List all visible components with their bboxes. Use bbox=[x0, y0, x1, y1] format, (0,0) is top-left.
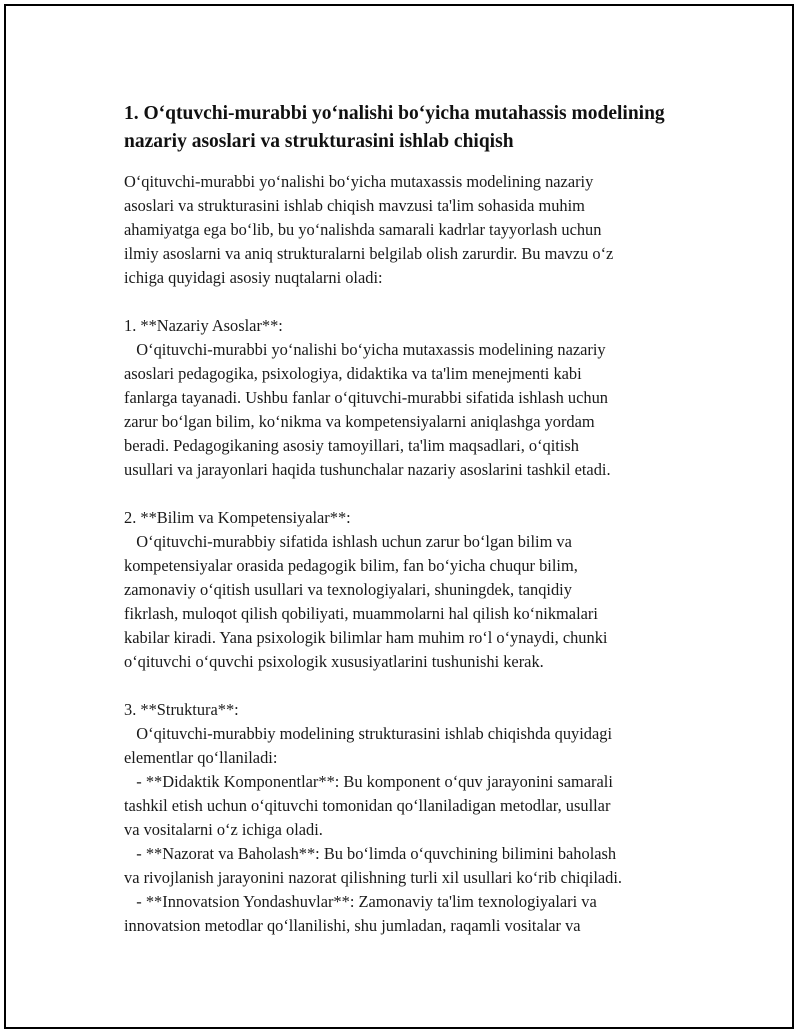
section-heading: 1. O‘qtuvchi-murabbi yo‘nalishi bo‘yicha mutahassis modelining nazariy asoslari va strukturasini ishlab chiqish bbox=[124, 103, 665, 152]
page-frame bbox=[4, 4, 794, 1029]
body-text: O‘qituvchi-murabbi yo‘nalishi bo‘yicha mutaxassis modelining nazariy asoslari va strukturasini ishlab chiqish mavzusi ta'lim sohasida muhim ahamiyatga ega bo‘lib, bu yo‘nalishda samarali kadrlar tayyorlash uchun ilmiy asoslarni va aniq strukturalarni belgilab olish zarurdir. Bu mavzu o‘z ichiga quyidagi asosiy nuqtalarni oladi: 1. **Nazariy Asoslar**: O‘qituvchi-murabbi yo‘nalishi bo‘yicha mutaxassis modelining nazariy asoslari pedagogika, psixologiya, didaktika va ta'lim menejmenti kabi fanlarga tayanadi. Ushbu fanlar o‘qituvchi-murabbi sifatida ishlash uchun zarur bo‘lgan bilim, ko‘nikma va kompetensiyalarni aniqlashga yordam beradi. Pedagogikaning asosiy tamoyillari, ta'lim maqsadlari, o‘qitish usullari va jarayonlari haqida tushunchalar nazariy asoslarini tashkil etadi. 2. **Bilim va Kompetensiyalar**: O‘qituvchi-murabbiy sifatida ishlash uchun zarur bo‘lgan bilim va kompetensiyalar orasida pedagogik bilim, fan bo‘yicha chuqur bilim, zamonaviy o‘qitish usullari va texnologiyalari, shuningdek, tanqidiy fikrlash, muloqot qilish qobiliyati, muammolarni hal qilish ko‘nikmalari kabilar kiradi. Yana psixologik bilimlar ham muhim ro‘l o‘ynaydi, chunki o‘qituvchi o‘quvchi psixologik xususiyatlarini tushunishi kerak. 3. **Struktura**: O‘qituvchi-murabbiy modelining strukturasini ishlab chiqishda quyidagi elementlar qo‘llaniladi: - **Didaktik Komponentlar**: Bu komponent o‘quv jarayonini samarali tashkil etish uchun o‘qituvchi tomonidan qo‘llaniladigan metodlar, usullar va vositalarni o‘z ichiga oladi. - **Nazorat va Baholash**: Bu bo‘limda o‘quvchining bilimini baholash va rivojlanish jarayonini nazorat qilishning turli xil usullari ko‘rib chiqiladi. - **Innovatsion Yondashuvlar**: Zamonaviy ta'lim texnologiyalari va innovatsion metodlar qo‘llanilishi, shu jumladan, raqamli vositalar va bbox=[124, 172, 622, 935]
document-content bbox=[124, 100, 696, 938]
